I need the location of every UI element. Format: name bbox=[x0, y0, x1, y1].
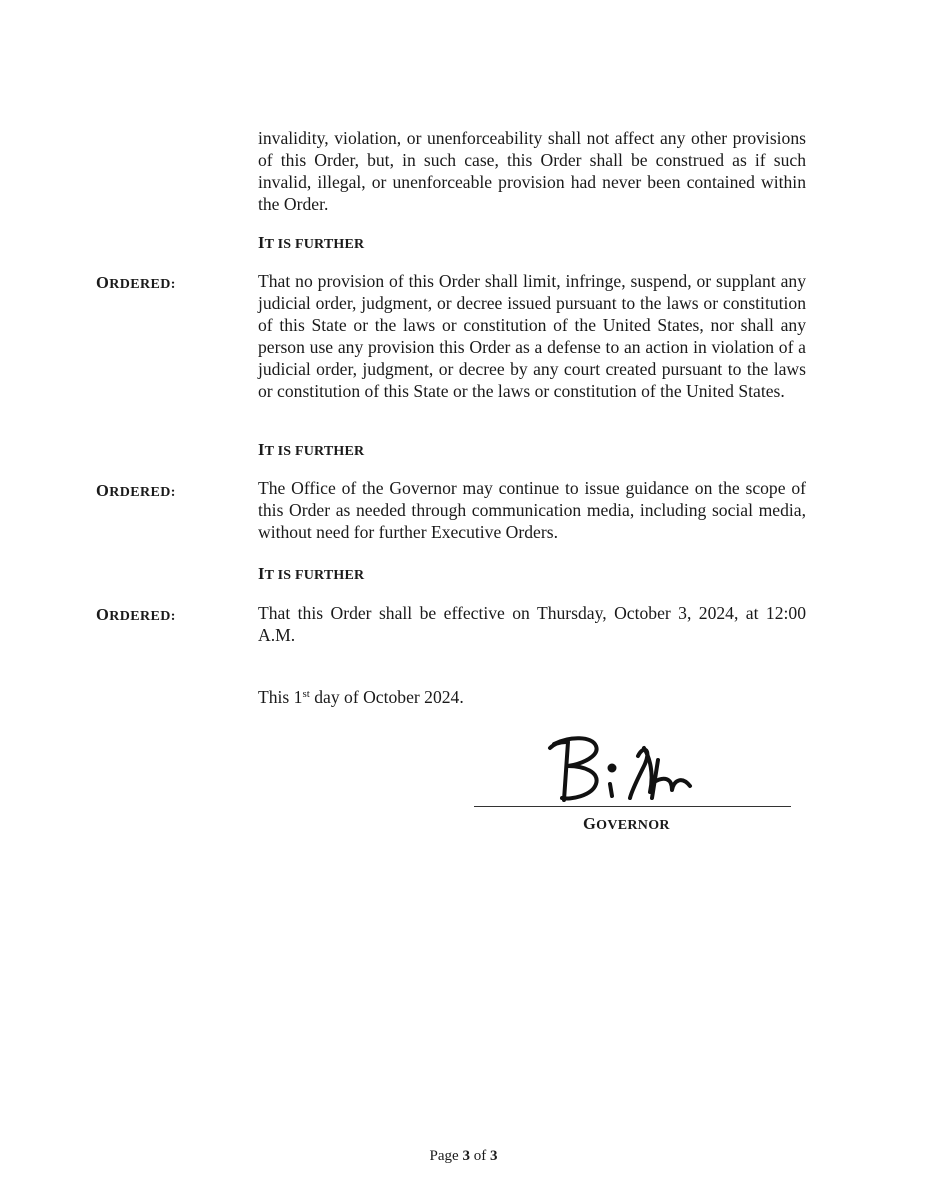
heading-initial: I bbox=[258, 564, 265, 583]
date-ordinal: st bbox=[302, 688, 310, 700]
page-of: of bbox=[469, 1148, 490, 1164]
date-rest: day of October 2024. bbox=[309, 687, 464, 707]
heading-rest: T IS FURTHER bbox=[264, 568, 365, 583]
ordered-rest: RDERED: bbox=[109, 485, 176, 500]
signer-title bbox=[583, 814, 670, 834]
paragraph-judicial-orders: That no provision of this Order shall limit, infringe, suspend, or supplant any judicial order, judgment, or decree issued pursuant to the laws or constitution of this State or the laws or constitution of the United States, nor shall any person use any provision this Order as a defense to an action in violation of a judicial order, judgment, or decree by any court created pursuant to the laws or constitution of this State or the laws or constitution of the United States. bbox=[258, 271, 806, 401]
ordered-label bbox=[96, 605, 176, 625]
page-label: Page bbox=[429, 1148, 463, 1164]
ordered-initial: O bbox=[96, 605, 110, 624]
signer-rest: OVERNOR bbox=[596, 818, 670, 833]
ordered-rest: RDERED: bbox=[109, 277, 176, 292]
ordered-label bbox=[96, 481, 176, 501]
it-is-further-heading bbox=[258, 440, 364, 460]
paragraph-effective-date: That this Order shall be effective on Thursday, October 3, 2024, at 12:00 A.M. bbox=[258, 603, 806, 645]
signer-initial: G bbox=[583, 814, 597, 833]
ordered-initial: O bbox=[96, 481, 110, 500]
heading-rest: T IS FURTHER bbox=[264, 444, 365, 459]
it-is-further-heading bbox=[258, 564, 364, 584]
signature-line bbox=[474, 806, 791, 807]
heading-rest: T IS FURTHER bbox=[264, 237, 365, 252]
page-total: 3 bbox=[489, 1148, 498, 1164]
date-line bbox=[258, 686, 464, 708]
ordered-initial: O bbox=[96, 273, 110, 292]
ordered-label bbox=[96, 273, 176, 293]
it-is-further-heading bbox=[258, 233, 364, 253]
paragraph-severability: invalidity, violation, or unenforceability shall not affect any other provisions of this Order, but, in such case, this Order shall be construed as if such invalid, illegal, or unenforceable provision had never been contained within the Order. bbox=[258, 128, 806, 214]
page-current: 3 bbox=[462, 1148, 470, 1164]
date-prefix: This 1 bbox=[258, 687, 303, 707]
governor-signature bbox=[540, 730, 710, 810]
ordered-rest: RDERED: bbox=[109, 609, 176, 624]
page-number bbox=[0, 1148, 927, 1165]
heading-initial: I bbox=[258, 233, 265, 252]
paragraph-guidance: The Office of the Governor may continue to issue guidance on the scope of this Order as needed through communication media, including social media, without need for further Executive Orders. bbox=[258, 478, 806, 542]
heading-initial: I bbox=[258, 440, 265, 459]
